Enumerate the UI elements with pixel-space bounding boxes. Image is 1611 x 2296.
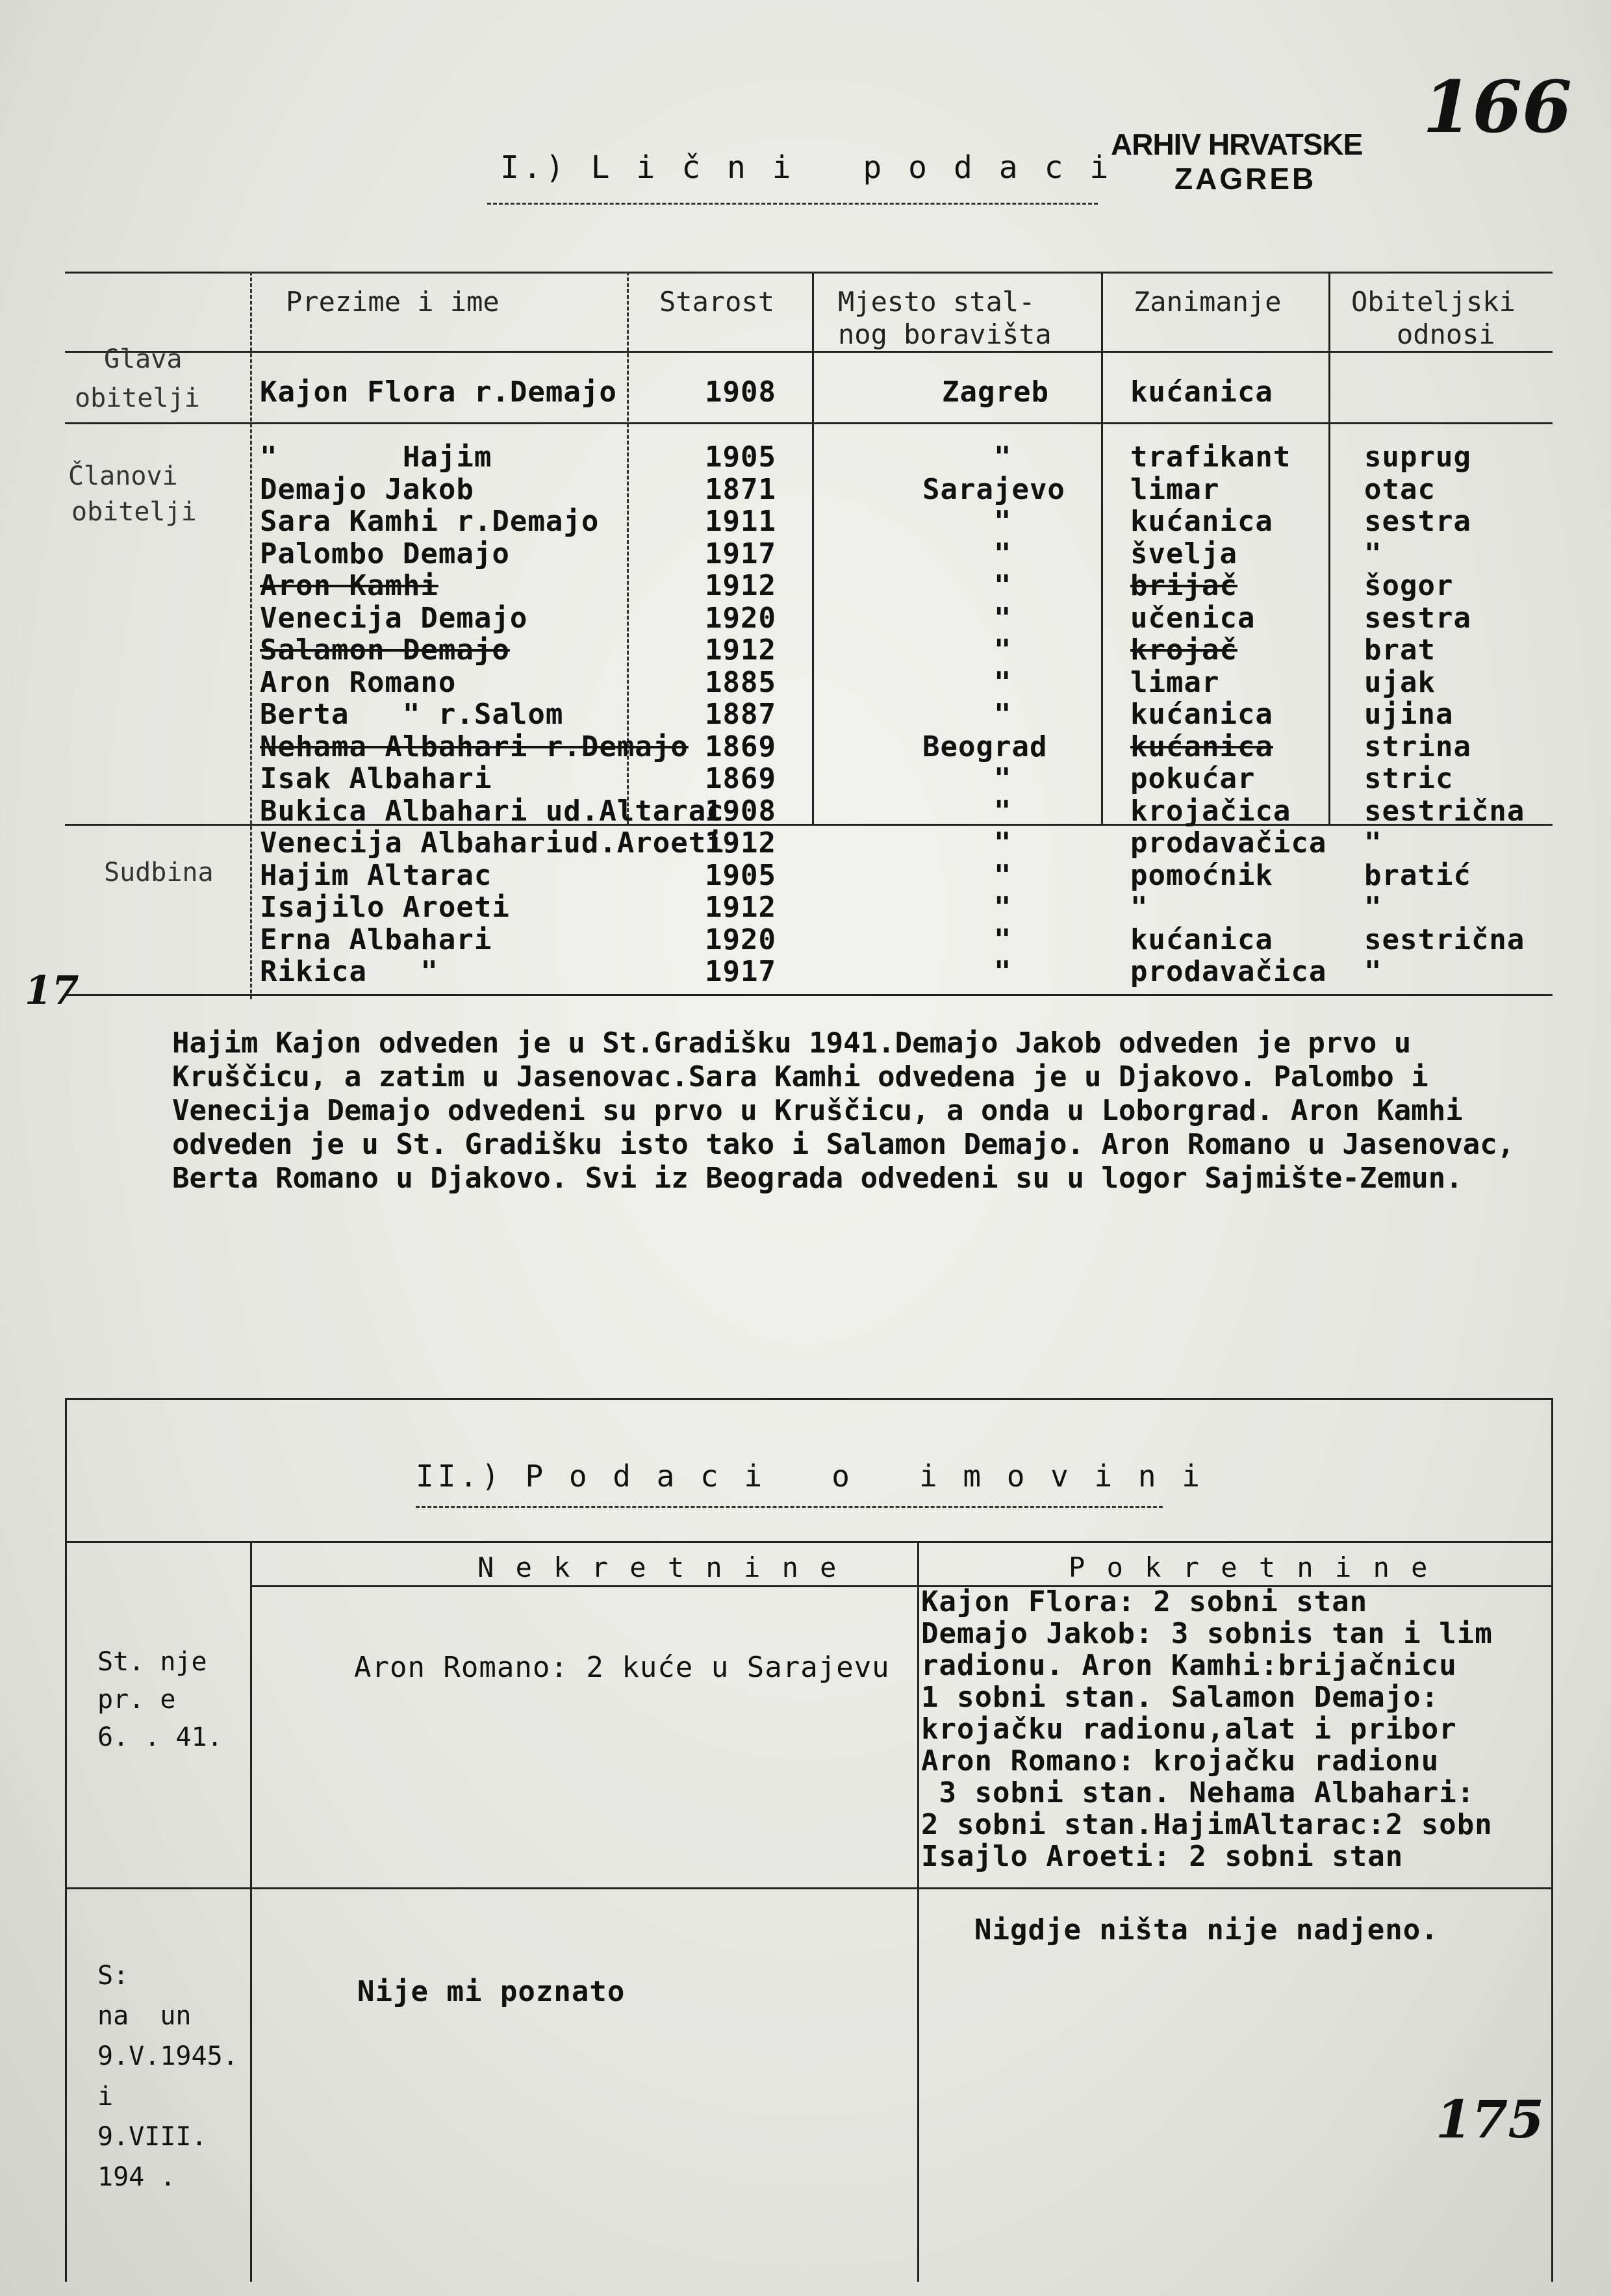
member-name: " Hajim: [260, 440, 492, 474]
member-relation: ": [1364, 537, 1382, 570]
member-age: 1908: [705, 795, 776, 828]
table2-head-rule: [65, 1541, 1553, 1543]
member-age: 1912: [705, 826, 776, 860]
member-relation: stric: [1364, 762, 1454, 795]
row2-label-line: 9.VIII.: [97, 2122, 207, 2152]
row2-label-line: na un: [97, 2001, 192, 2031]
member-age: 1920: [705, 602, 776, 635]
table1-col-label: [250, 272, 252, 999]
row2-movable: Nigdje ništa nije nadjeno.: [974, 1913, 1439, 1946]
member-occupation: krojač: [1130, 633, 1237, 667]
member-relation: ujina: [1364, 698, 1454, 731]
member-name: Erna Albahari: [260, 923, 492, 956]
table1-col-place: [1101, 272, 1103, 824]
member-occupation: pomoćnik: [1130, 859, 1273, 892]
member-age: 1911: [705, 505, 776, 538]
member-relation: sestrična: [1364, 923, 1525, 956]
head-place: Zagreb: [942, 376, 1049, 409]
member-occupation: učenica: [1130, 602, 1256, 635]
header-occupation: Zanimanje: [1134, 286, 1282, 318]
head-name: Kajon Flora r.Demajo: [260, 376, 617, 409]
table2-mid-rule: [65, 1887, 1553, 1889]
member-occupation: brijač: [1130, 569, 1237, 602]
member-relation: ": [1364, 891, 1382, 924]
member-occupation: limar: [1130, 666, 1220, 699]
member-relation: brat: [1364, 633, 1436, 667]
member-relation: ujak: [1364, 666, 1436, 699]
member-name: Palombo Demajo: [260, 537, 510, 570]
row2-label-line: 9.V.1945.: [97, 2041, 238, 2071]
header-movable: P o k r e t n i n e: [1069, 1551, 1430, 1583]
folio-number-bottom: 175: [1436, 2089, 1544, 2150]
member-place: ": [994, 666, 1012, 699]
member-relation: sestra: [1364, 505, 1471, 538]
row2-label-line: S:: [97, 1961, 129, 1991]
member-relation: strina: [1364, 730, 1471, 763]
row1-real-estate: [283, 1618, 890, 1717]
member-occupation: limar: [1130, 473, 1220, 506]
label-head-2: obitelji: [75, 383, 200, 413]
movable-line: 2 sobni stan.HajimAltarac:2 sobn: [921, 1808, 1493, 1841]
member-age: 1905: [705, 859, 776, 892]
member-occupation: prodavačica: [1130, 955, 1327, 988]
member-name: Rikica ": [260, 955, 438, 988]
member-name: Isak Albahari: [260, 762, 492, 795]
section1-title: I.) L i č n i p o d a c i: [500, 149, 1113, 186]
member-occupation: kućanica: [1130, 505, 1273, 538]
table2-col-split: [917, 1541, 919, 2282]
member-age: 1912: [705, 891, 776, 924]
member-age: 1917: [705, 537, 776, 570]
member-occupation: kućanica: [1130, 698, 1273, 731]
member-place: Beograd: [922, 730, 1048, 763]
member-place: ": [994, 602, 1012, 635]
row1-label-line: pr. e: [97, 1685, 176, 1715]
header-family-1: Obiteljski: [1351, 286, 1516, 318]
member-place: ": [994, 633, 1012, 667]
movable-line: Isajlo Aroeti: 2 sobni stan: [921, 1840, 1404, 1873]
member-age: 1912: [705, 569, 776, 602]
member-place: ": [994, 826, 1012, 860]
member-age: 1869: [705, 730, 776, 763]
row2-label-line: i: [97, 2082, 114, 2111]
member-relation: ": [1364, 826, 1382, 860]
member-relation: suprug: [1364, 440, 1471, 474]
label-members-1: Članovi: [68, 461, 178, 491]
member-name: Venecija Demajo: [260, 602, 528, 635]
member-name: Hajim Altarac: [260, 859, 492, 892]
member-place: ": [994, 923, 1012, 956]
member-age: 1869: [705, 762, 776, 795]
member-place: ": [994, 537, 1012, 570]
row2-real-estate: Nije mi poznato: [357, 1975, 626, 2008]
member-place: Sarajevo: [922, 473, 1065, 506]
header-family-2: odnosi: [1397, 318, 1495, 350]
member-place: ": [994, 440, 1012, 474]
member-name: Isajilo Aroeti: [260, 891, 510, 924]
label-fate: Sudbina: [104, 858, 214, 887]
member-place: ": [994, 859, 1012, 892]
table1-bottom-rule: [65, 994, 1553, 996]
table1-col-age: [812, 272, 814, 824]
member-relation: bratić: [1364, 859, 1471, 892]
header-residence-2: nog boravišta: [838, 318, 1052, 350]
member-name: Venecija Albahariud.Aroeti: [260, 826, 724, 860]
movable-line: 1 sobni stan. Salamon Demajo:: [921, 1681, 1440, 1714]
member-relation: sestra: [1364, 602, 1471, 635]
row1-real-estate-text: Aron Romano: 2 kuće u Sarajevu: [353, 1651, 890, 1684]
member-name: Aron Kamhi: [260, 569, 438, 602]
member-age: 1912: [705, 633, 776, 667]
member-place: ": [994, 891, 1012, 924]
label-members-2: obitelji: [71, 497, 197, 527]
movable-line: 3 sobni stan. Nehama Albahari:: [921, 1776, 1475, 1809]
label-head-1: Glava: [104, 344, 183, 374]
movable-line: radionu. Aron Kamhi:brijačnicu: [921, 1649, 1457, 1682]
member-age: 1871: [705, 473, 776, 506]
table1-col-occupation: [1328, 272, 1330, 824]
member-name: Salamon Demajo: [260, 633, 510, 667]
folio-number-top: 166: [1423, 65, 1572, 149]
member-name: Aron Romano: [260, 666, 457, 699]
title-underline: [487, 203, 1098, 205]
member-place: ": [994, 795, 1012, 828]
member-name: Nehama Albahari r.Demajo: [260, 730, 689, 763]
member-occupation: krojačica: [1130, 795, 1291, 828]
movable-line: Demajo Jakob: 3 sobnis tan i lim: [921, 1617, 1493, 1650]
table2-top-rule: [65, 1398, 1553, 1400]
row1-label-line: St. nje: [97, 1647, 207, 1677]
header-age: Starost: [659, 286, 775, 318]
member-occupation: kućanica: [1130, 730, 1273, 763]
archive-stamp-line1: ARHIV HRVATSKE: [1111, 127, 1363, 161]
movable-line: krojačku radionu,alat i pribor: [921, 1713, 1457, 1746]
table2-left-edge: [65, 1398, 67, 2282]
member-name: Demajo Jakob: [260, 473, 474, 506]
header-name: Prezime i ime: [286, 286, 500, 318]
header-residence-1: Mjesto stal-: [838, 286, 1035, 318]
section2-title-underline: [416, 1506, 1163, 1508]
margin-mark: 17: [25, 968, 79, 1014]
member-age: 1887: [705, 698, 776, 731]
member-age: 1920: [705, 923, 776, 956]
member-occupation: švelja: [1130, 537, 1237, 570]
member-occupation: trafikant: [1130, 440, 1291, 474]
member-age: 1905: [705, 440, 776, 474]
member-name: Berta " r.Salom: [260, 698, 564, 731]
member-place: ": [994, 698, 1012, 731]
member-occupation: pokućar: [1130, 762, 1256, 795]
table2-right-edge: [1551, 1398, 1553, 2282]
member-place: ": [994, 762, 1012, 795]
member-relation: sestrična: [1364, 795, 1525, 828]
section2-title: II.) P o d a c i o i m o v i n i: [416, 1459, 1204, 1494]
member-name: Sara Kamhi r.Demajo: [260, 505, 600, 538]
movable-line: Aron Romano: krojačku radionu: [921, 1744, 1440, 1778]
table2-col-label: [250, 1541, 252, 2282]
member-age: 1917: [705, 955, 776, 988]
member-occupation: kućanica: [1130, 923, 1273, 956]
header-real-estate: N e k r e t n i n e: [477, 1551, 839, 1583]
fate-paragraph: Hajim Kajon odveden je u St.Gradišku 1941.Demajo Jakob odveden je prvo u Kruščicu, a zatim u Jasenovac.Sara Kamhi odvedena je u Djakovo. Palombo i Venecija Demajo odvedeni su prvo u Kruščicu, a onda u Loborgrad. Aron Kamhi odveden je u St. Gradišku isto tako i Salamon Demajo. Aron Romano u Jasenovac, Berta Romano u Djakovo. Svi iz Beograda odvedeni su u logor Sajmište-Zemun.: [172, 1027, 1515, 1195]
member-relation: šogor: [1364, 569, 1454, 602]
member-age: 1885: [705, 666, 776, 699]
member-name: Bukica Albahari ud.Altarac: [260, 795, 724, 828]
row2-label-line: 194 .: [97, 2162, 176, 2192]
archive-stamp-line2: ZAGREB: [1174, 162, 1317, 196]
member-place: ": [994, 569, 1012, 602]
member-place: ": [994, 505, 1012, 538]
row1-label-line: 6. . 41.: [97, 1722, 223, 1752]
head-age: 1908: [705, 376, 776, 409]
member-occupation: ": [1130, 891, 1148, 924]
member-place: ": [994, 955, 1012, 988]
member-occupation: prodavačica: [1130, 826, 1327, 860]
movable-line: Kajon Flora: 2 sobni stan: [921, 1585, 1368, 1618]
member-relation: ": [1364, 955, 1382, 988]
head-occupation: kućanica: [1130, 376, 1273, 409]
member-relation: otac: [1364, 473, 1436, 506]
